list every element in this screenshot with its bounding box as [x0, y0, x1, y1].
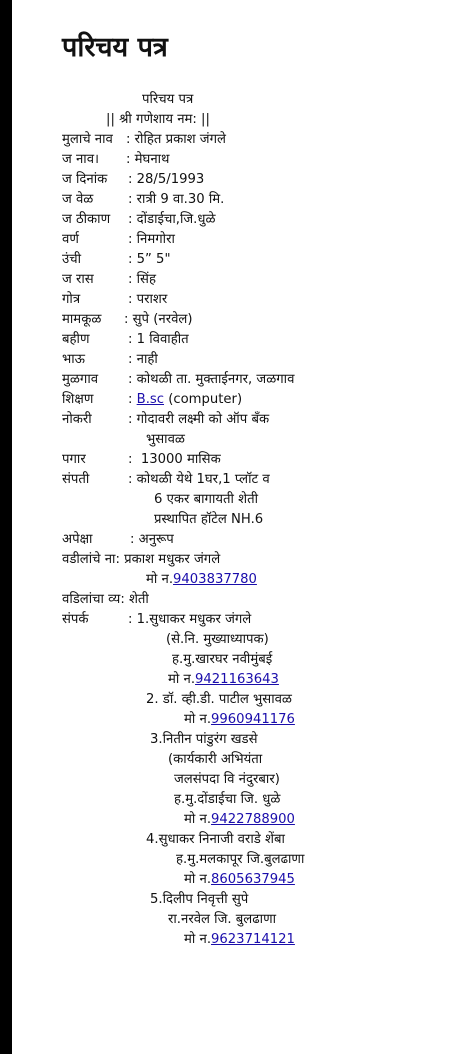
row-sister [62, 330, 452, 350]
label-complexion: वर्ण [62, 232, 79, 247]
row-job [62, 410, 452, 430]
education-link[interactable]: B.sc [136, 392, 165, 407]
row-native [62, 370, 452, 390]
value-brother: : नाही [128, 352, 158, 367]
contact3-line1: 3.नितीन पांडुरंग खडसे [150, 732, 258, 747]
row-contact [62, 610, 452, 630]
row-brother [62, 350, 452, 370]
label-rashi: ज रास [62, 272, 94, 287]
biodata-document [62, 90, 452, 950]
value-complexion: : निमगोरा [128, 232, 175, 247]
value-mamkul: : सुपे (नरवेल) [124, 312, 193, 327]
row-name [62, 130, 452, 150]
row-complexion [62, 230, 452, 250]
contact2-phone-link[interactable]: 9960941176 [211, 712, 295, 727]
label-place: ज ठीकाण [62, 212, 111, 227]
row-education [62, 390, 452, 410]
father-mo-label: मो न. [146, 572, 174, 587]
label-janma-nav: ज नाव। [62, 152, 100, 167]
row-father [62, 550, 452, 570]
contact1-line2: (से.नि. मुख्याध्यापक) [166, 632, 269, 647]
contact3-mo-label: मो न. [184, 812, 212, 827]
value-gotra: : पराशर [128, 292, 168, 307]
father-phone-line [62, 570, 452, 590]
row-rashi [62, 270, 452, 290]
label-name: मुलाचे नाव [62, 132, 113, 147]
value-property-cont1: 6 एकर बागायती शेती [154, 492, 259, 507]
contact1-phone-line [62, 670, 452, 690]
value-native: : कोथळी ता. मुक्ताईनगर, जळगाव [128, 372, 295, 387]
label-height: उंची [62, 252, 82, 267]
value-property: : कोथळी येथे 1घर,1 प्लॉट व [128, 472, 270, 487]
value-place: : दोंडाईचा,जि.धुळे [128, 212, 216, 227]
value-education-prefix: : [128, 392, 137, 407]
row-property [62, 470, 452, 490]
label-salary: पगार [62, 452, 86, 467]
row-time [62, 190, 452, 210]
value-janma-nav: : मेघनाथ [126, 152, 170, 167]
contact5-phone-line [62, 930, 452, 950]
page-title: परिचय पत्र [62, 32, 168, 63]
value-sister: : 1 विवाहीत [128, 332, 189, 347]
contact3-line3: जलसंपदा वि नंदुरबार) [174, 772, 280, 787]
value-property-cont2: प्रस्थापित हॉटेल NH.6 [154, 512, 264, 527]
row-place [62, 210, 452, 230]
contact3-line2: (कार्यकारी अभियंता [168, 752, 263, 767]
label-property: संपती [62, 472, 90, 487]
row-salary [62, 450, 452, 470]
row-father-job [62, 590, 452, 610]
value-dob: : 28/5/1993 [128, 172, 205, 187]
row-dob [62, 170, 452, 190]
contact5-mo-label: मो न. [184, 932, 212, 947]
contact4-line1: 4.सुधाकर निनाजी वराडे शेंबा [146, 832, 285, 847]
value-salary: : 13000 मासिक [128, 452, 221, 467]
label-native: मुळगाव [62, 372, 99, 387]
label-gotra: गोत्र [62, 292, 81, 307]
row-gotra [62, 290, 452, 310]
label-education: शिक्षण [62, 392, 94, 407]
label-father-job: वडिलांचा व्य [62, 592, 121, 607]
label-time: ज वेळ [62, 192, 94, 207]
value-father-job: : शेती [120, 592, 149, 607]
contact3-phone-link[interactable]: 9422788900 [211, 812, 295, 827]
label-sister: बहीण [62, 332, 90, 347]
contact5-phone-link[interactable]: 9623714121 [211, 932, 295, 947]
left-edge-bar [0, 0, 12, 1054]
value-job: : गोदावरी लक्ष्मी को ऑप बँक [128, 412, 270, 427]
contact5-line1: 5.दिलीप निवृत्ती सुपे [150, 892, 249, 907]
contact4-phone-line [62, 870, 452, 890]
value-expectation: : अनुरूप [130, 532, 174, 547]
row-expectation [62, 530, 452, 550]
contact1-mo-label: मो न. [168, 672, 196, 687]
contact1-phone-link[interactable]: 9421163643 [195, 672, 279, 687]
label-brother: भाऊ [62, 352, 86, 367]
row-janma-nav [62, 150, 452, 170]
contact3-line4: ह.मु.दोंडाईचा जि. धुळे [174, 792, 281, 807]
row-height [62, 250, 452, 270]
contact4-mo-label: मो न. [184, 872, 212, 887]
contact4-phone-link[interactable]: 8605637945 [211, 872, 295, 887]
label-mamkul: मामकूळ [62, 312, 102, 327]
value-time: : रात्री 9 वा.30 मि. [128, 192, 225, 207]
label-expectation: अपेक्षा [62, 532, 93, 547]
value-job-cont: भुसावळ [146, 432, 185, 447]
contact4-line2: ह.मु.मलकापूर जि.बुलढाणा [176, 852, 305, 867]
label-job: नोकरी [62, 412, 92, 427]
label-father: वडीलांचे ना [62, 552, 116, 567]
value-rashi: : सिंह [128, 272, 156, 287]
row-mamkul [62, 310, 452, 330]
value-father: : प्रकाश मधुकर जंगले [115, 552, 221, 567]
contact2-mo-label: मो न. [184, 712, 212, 727]
contact5-line2: रा.नरवेल जि. बुलढाणा [168, 912, 277, 927]
value-name: : रोहित प्रकाश जंगले [126, 132, 226, 147]
contact2-line1: 2. डॉ. व्ही.डी. पाटील भुसावळ [146, 692, 292, 707]
contact1-line3: ह.मु.खारघर नवीमुंबई [172, 652, 273, 667]
label-dob: ज दिनांक [62, 172, 108, 187]
label-contact: संपर्क [62, 612, 89, 627]
value-education-suffix: (computer) [164, 392, 243, 407]
contact2-phone-line [62, 710, 452, 730]
contact1-line1: : 1.सुधाकर मधुकर जंगले [128, 612, 252, 627]
father-phone-link[interactable]: 9403837780 [173, 572, 257, 587]
contact3-phone-line [62, 810, 452, 830]
invocation: || श्री गणेशाय नम: || [106, 112, 210, 127]
value-height: : 5” 5" [128, 252, 171, 267]
doc-heading: परिचय पत्र [142, 92, 194, 107]
